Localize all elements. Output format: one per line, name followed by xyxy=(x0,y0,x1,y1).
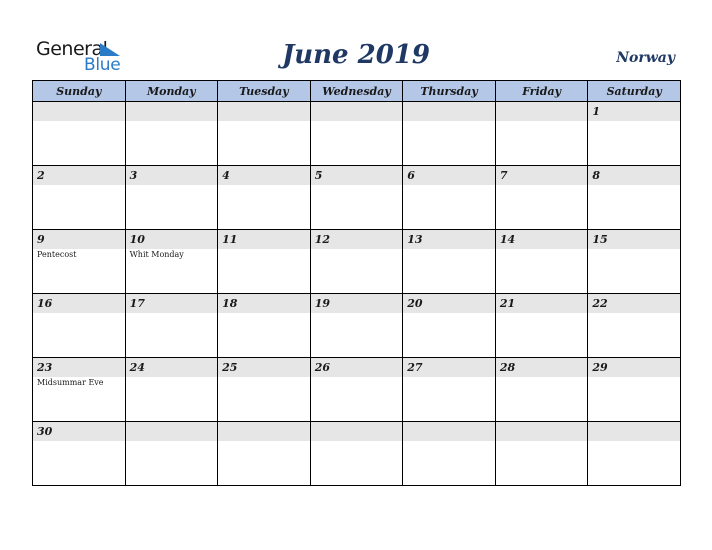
day-cell xyxy=(495,294,588,358)
day-cell xyxy=(403,230,496,294)
weekday-header: Friday xyxy=(495,81,588,102)
day-number-band xyxy=(311,422,403,441)
day-number-band xyxy=(311,294,403,313)
day-cell xyxy=(588,358,681,422)
day-cell xyxy=(588,102,681,166)
holiday-label xyxy=(126,121,218,122)
day-number-band xyxy=(311,166,403,185)
holiday-label xyxy=(403,313,495,314)
day-number: 11 xyxy=(222,233,238,246)
holiday-label xyxy=(126,441,218,442)
day-cell xyxy=(125,230,218,294)
day-number: 28 xyxy=(499,361,516,374)
day-cell xyxy=(218,358,311,422)
day-number: 24 xyxy=(129,361,145,374)
day-number-band xyxy=(126,294,218,313)
day-number: 1 xyxy=(592,105,601,118)
weekday-header: Tuesday xyxy=(218,81,311,102)
day-number: 19 xyxy=(314,297,330,310)
day-number-band xyxy=(496,422,588,441)
day-number-band xyxy=(33,166,125,185)
logo-blue-text: Blue xyxy=(84,55,121,75)
weekday-header: Thursday xyxy=(403,81,496,102)
day-number: 18 xyxy=(222,297,238,310)
holiday-label xyxy=(218,121,310,122)
day-cell xyxy=(310,358,403,422)
holiday-label xyxy=(33,441,125,442)
day-number: 9 xyxy=(37,233,45,246)
holiday-label xyxy=(311,441,403,442)
day-number-band xyxy=(403,230,495,249)
day-number-band xyxy=(311,358,403,377)
day-number-band xyxy=(403,358,495,377)
day-cell xyxy=(310,230,403,294)
week-row xyxy=(33,358,681,422)
day-cell xyxy=(588,294,681,358)
day-number-band xyxy=(588,230,680,249)
day-number-band xyxy=(496,102,588,121)
day-number-band xyxy=(218,358,310,377)
day-cell xyxy=(218,102,311,166)
day-number: 2 xyxy=(37,169,45,182)
day-cell xyxy=(125,358,218,422)
holiday-label xyxy=(311,185,403,186)
holiday-label xyxy=(33,121,125,122)
day-cell xyxy=(125,102,218,166)
holiday-label xyxy=(496,249,588,250)
day-cell xyxy=(33,422,126,486)
day-number: 8 xyxy=(592,169,601,182)
calendar-title: June 2019 xyxy=(281,40,431,70)
holiday-label xyxy=(218,441,310,442)
day-number-band xyxy=(218,294,310,313)
week-row xyxy=(33,166,681,230)
day-number: 5 xyxy=(314,169,323,182)
day-number: 12 xyxy=(314,233,330,246)
day-number: 3 xyxy=(129,169,138,182)
day-number: 21 xyxy=(499,297,516,310)
holiday-label xyxy=(218,249,310,250)
day-number-band xyxy=(496,166,588,185)
week-row xyxy=(33,294,681,358)
day-number-band xyxy=(33,358,125,377)
day-cell xyxy=(125,294,218,358)
holiday-label xyxy=(33,185,125,186)
calendar-grid xyxy=(32,80,681,486)
holiday-label xyxy=(403,185,495,186)
day-number-band xyxy=(33,102,125,121)
weekday-header: Monday xyxy=(125,81,218,102)
day-cell xyxy=(495,166,588,230)
holiday-label xyxy=(496,121,588,122)
holiday-label xyxy=(496,441,588,442)
calendar-body xyxy=(33,102,681,486)
day-cell xyxy=(403,294,496,358)
day-number: 30 xyxy=(37,425,53,438)
day-cell xyxy=(588,166,681,230)
day-number-band xyxy=(126,358,218,377)
day-cell xyxy=(33,166,126,230)
day-number-band xyxy=(496,358,588,377)
holiday-label xyxy=(588,441,680,442)
holiday-label xyxy=(126,185,218,186)
week-row xyxy=(33,102,681,166)
holiday-label xyxy=(588,121,680,122)
day-cell xyxy=(495,102,588,166)
holiday-label xyxy=(496,377,588,378)
day-cell xyxy=(218,166,311,230)
weekday-header: Saturday xyxy=(588,81,681,102)
day-cell xyxy=(403,166,496,230)
holiday-label xyxy=(403,121,495,122)
holiday-label xyxy=(403,249,495,250)
holiday-label xyxy=(311,377,403,378)
day-number: 16 xyxy=(37,297,53,310)
day-number: 6 xyxy=(407,169,415,182)
day-number: 4 xyxy=(222,169,230,182)
weekday-header: Wednesday xyxy=(310,81,403,102)
day-number-band xyxy=(588,102,680,121)
day-cell xyxy=(310,166,403,230)
day-number: 15 xyxy=(592,233,608,246)
holiday-label xyxy=(588,249,680,250)
day-cell xyxy=(218,294,311,358)
day-number-band xyxy=(403,422,495,441)
day-number: 25 xyxy=(222,361,238,374)
day-number: 17 xyxy=(129,297,145,310)
holiday-label xyxy=(496,313,588,314)
day-cell xyxy=(495,422,588,486)
holiday-label xyxy=(403,377,495,378)
calendar-country: Norway xyxy=(616,50,675,66)
day-number-band xyxy=(218,230,310,249)
holiday-label xyxy=(126,377,218,378)
day-number-band xyxy=(33,294,125,313)
day-number: 10 xyxy=(129,233,145,246)
day-number-band xyxy=(311,230,403,249)
day-number-band xyxy=(218,422,310,441)
day-number-band xyxy=(33,230,125,249)
holiday-label xyxy=(311,121,403,122)
day-number: 29 xyxy=(592,361,608,374)
day-cell xyxy=(403,422,496,486)
weekday-header: Sunday xyxy=(33,81,126,102)
holiday-label xyxy=(311,313,403,314)
day-cell xyxy=(218,230,311,294)
day-number: 7 xyxy=(499,169,508,182)
day-number-band xyxy=(126,422,218,441)
day-number: 13 xyxy=(407,233,423,246)
day-cell xyxy=(33,102,126,166)
holiday-label xyxy=(588,377,680,378)
holiday-label xyxy=(403,441,495,442)
day-number-band xyxy=(218,166,310,185)
day-cell xyxy=(310,102,403,166)
day-cell xyxy=(125,422,218,486)
holiday-label: Midsummar Eve xyxy=(37,378,104,387)
holiday-label xyxy=(218,377,310,378)
holiday-label: Whit Monday xyxy=(129,250,184,259)
day-number: 20 xyxy=(407,297,423,310)
holiday-label xyxy=(588,313,680,314)
holiday-label: Pentecost xyxy=(37,250,77,259)
day-cell xyxy=(588,230,681,294)
day-cell xyxy=(33,294,126,358)
holiday-label xyxy=(218,313,310,314)
day-number-band xyxy=(126,102,218,121)
day-number: 27 xyxy=(407,361,423,374)
day-number-band xyxy=(403,294,495,313)
day-cell xyxy=(310,422,403,486)
week-row xyxy=(33,422,681,486)
holiday-label xyxy=(311,249,403,250)
day-number-band xyxy=(496,294,588,313)
day-cell xyxy=(403,358,496,422)
day-cell xyxy=(495,230,588,294)
day-number-band xyxy=(496,230,588,249)
holiday-label xyxy=(126,313,218,314)
day-number-band xyxy=(126,166,218,185)
day-cell xyxy=(588,422,681,486)
day-cell xyxy=(33,230,126,294)
holiday-label xyxy=(496,185,588,186)
logo-general-text: General xyxy=(36,38,108,60)
day-number: 22 xyxy=(592,297,608,310)
holiday-label xyxy=(588,185,680,186)
day-number: 14 xyxy=(499,233,516,246)
week-row xyxy=(33,230,681,294)
day-number-band xyxy=(403,166,495,185)
day-number-band xyxy=(403,102,495,121)
day-number-band xyxy=(218,102,310,121)
day-cell xyxy=(403,102,496,166)
day-cell xyxy=(310,294,403,358)
day-number-band xyxy=(33,422,125,441)
day-cell xyxy=(495,358,588,422)
holiday-label xyxy=(33,313,125,314)
day-number-band xyxy=(588,166,680,185)
day-number-band xyxy=(588,358,680,377)
day-number: 26 xyxy=(314,361,330,374)
day-number-band xyxy=(588,294,680,313)
holiday-label xyxy=(218,185,310,186)
day-number: 23 xyxy=(37,361,53,374)
day-cell xyxy=(218,422,311,486)
day-number-band xyxy=(311,102,403,121)
day-number-band xyxy=(588,422,680,441)
day-number-band xyxy=(126,230,218,249)
day-cell xyxy=(125,166,218,230)
day-cell xyxy=(33,358,126,422)
weekday-header-row xyxy=(33,81,681,102)
